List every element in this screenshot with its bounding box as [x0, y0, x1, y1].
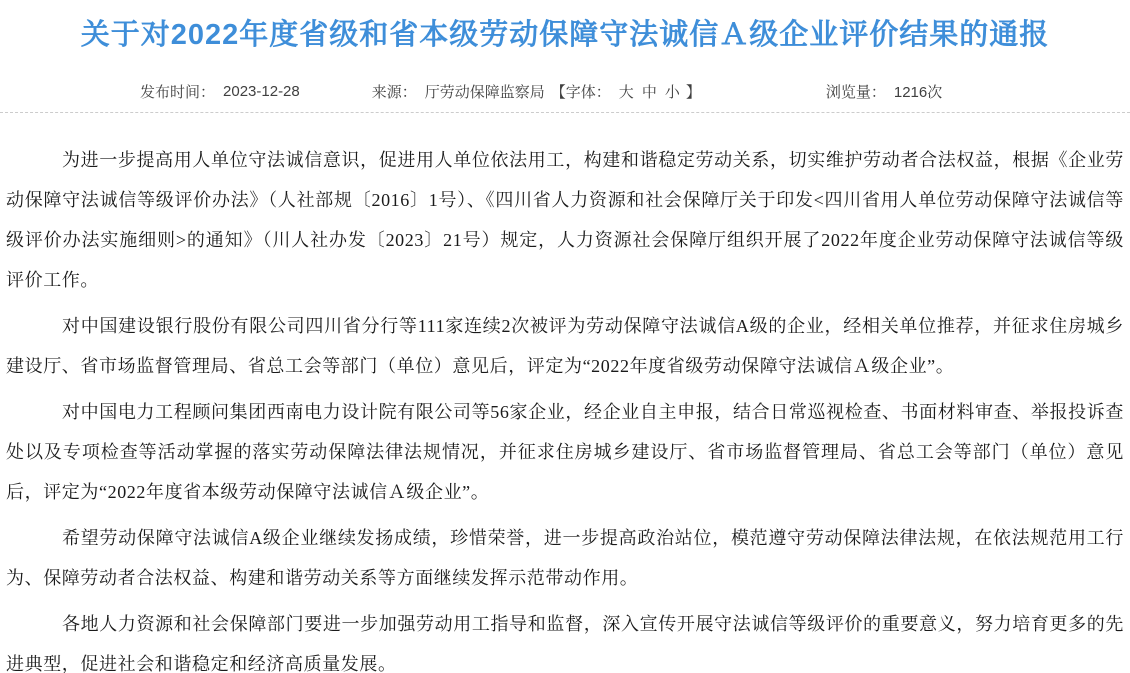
- article-meta-bar: [0, 81, 1130, 102]
- article-body: [0, 140, 1130, 673]
- font-size-control: [551, 81, 701, 102]
- view-count-value: 1216次: [893, 84, 943, 101]
- publish-time-label: 发布时间：: [140, 84, 216, 101]
- view-count: [826, 81, 942, 102]
- article-source: [372, 81, 545, 102]
- font-size-bracket-close: 】: [685, 84, 701, 101]
- paragraph-expectation: 希望劳动保障守法诚信A级企业继续发扬成绩，珍惜荣誉，进一步提高政治站位，模范遵守劳动保障法律法规，在依法规范用工行为、保障劳动者合法权益、构建和谐劳动关系等方面继续发挥示范带动作用。: [6, 528, 1124, 588]
- font-size-medium[interactable]: 中: [641, 84, 657, 101]
- meta-divider: [0, 112, 1130, 113]
- font-size-bracket-open: 【字体：: [550, 84, 611, 101]
- paragraph-provincial-list: 对中国建设银行股份有限公司四川省分行等111家连续2次被评为劳动保障守法诚信A级的企业，经相关单位推荐，并征求住房城乡建设厅、省市场监督管理局、省总工会等部门（单位）意见后，评定为“2022年度省级劳动保障守法诚信Ａ级企业”。: [6, 316, 1124, 376]
- publish-time-value: 2023-12-28: [223, 83, 300, 100]
- paragraph-intro: 为进一步提高用人单位守法诚信意识，促进用人单位依法用工，构建和谐稳定劳动关系，切实维护劳动者合法权益，根据《企业劳动保障守法诚信等级评价办法》（人社部规〔2016〕1号）、《四川省人力资源和社会保障厅关于印发<四川省用人单位劳动保障守法诚信等级评价办法实施细则>的通知》（川人社办发〔2023〕21号）规定，人力资源社会保障厅组织开展了2022年度企业劳动保障守法诚信等级评价工作。: [6, 150, 1124, 290]
- page-title: 关于对2022年度省级和省本级劳动保障守法诚信Ａ级企业评价结果的通报: [80, 19, 1050, 51]
- paragraph-requirement: 各地人力资源和社会保障部门要进一步加强劳动用工指导和监督，深入宣传开展守法诚信等级评价的重要意义，努力培育更多的先进典型，促进社会和谐稳定和经济高质量发展。: [6, 614, 1124, 673]
- paragraph-provincial-level-list: 对中国电力工程顾问集团西南电力设计院有限公司等56家企业，经企业自主申报，结合日常巡视检查、书面材料审查、举报投诉查处以及专项检查等活动掌握的落实劳动保障法律法规情况，并征求住房城乡建设厅、省市场监督管理局、省总工会等部门（单位）意见后，评定为“2022年度省本级劳动保障守法诚信Ａ级企业”。: [6, 402, 1124, 502]
- font-size-small[interactable]: 小: [664, 84, 680, 101]
- source-value: 厅劳动保障监察局: [424, 84, 545, 101]
- publish-time: [140, 81, 300, 102]
- view-count-label: 浏览量：: [825, 84, 886, 101]
- font-size-large[interactable]: 大: [618, 84, 634, 101]
- source-label: 来源：: [371, 84, 417, 101]
